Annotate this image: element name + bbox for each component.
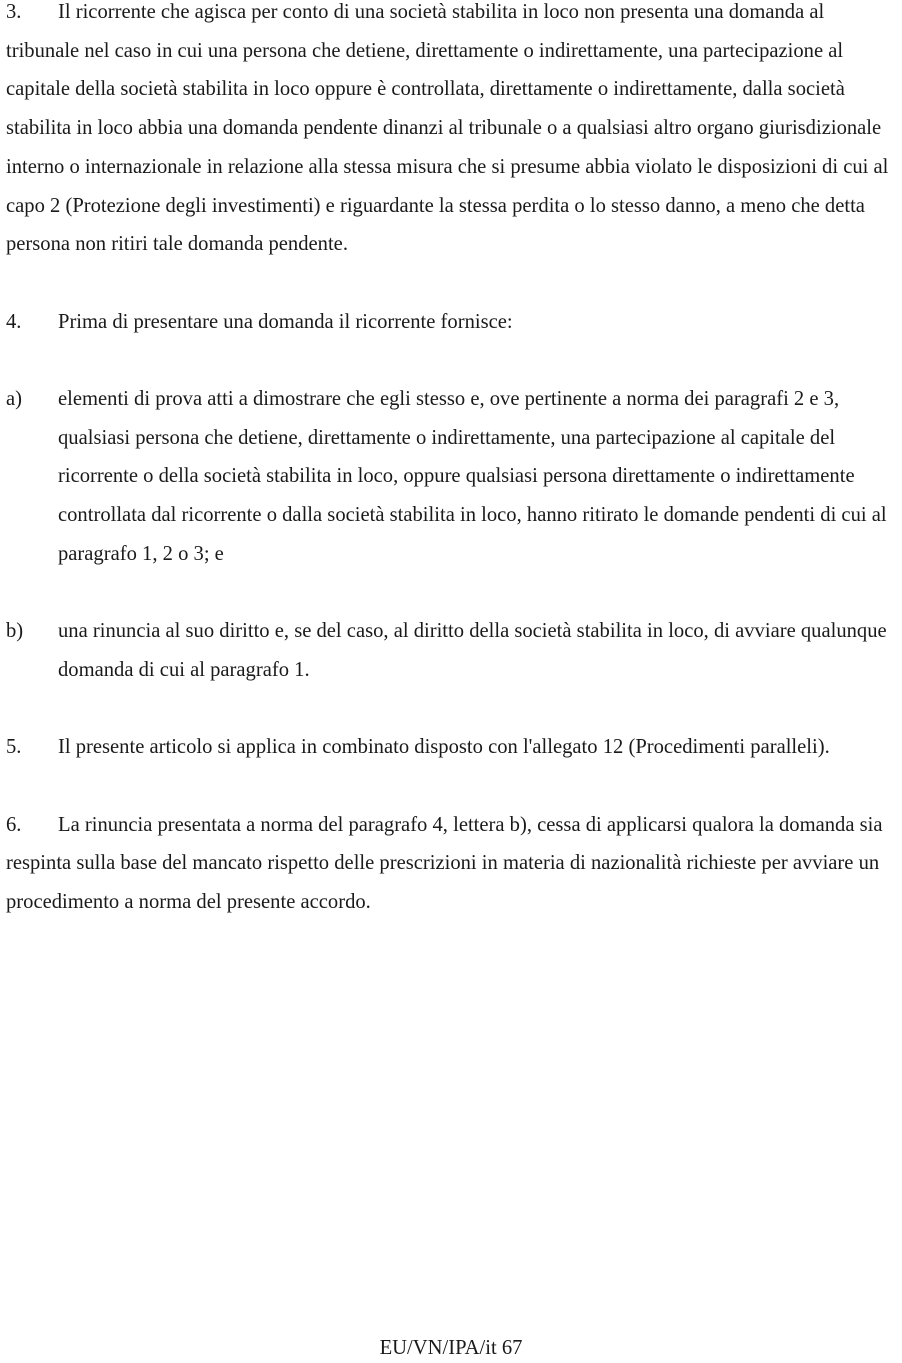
paragraph-number: 3. <box>6 1 22 23</box>
paragraph-4 <box>6 303 902 342</box>
list-item-text: una rinuncia al suo diritto e, se del caso, al diritto della società stabilita in loco, di avviare qualunque domanda di cui al paragrafo 1. <box>58 620 887 681</box>
paragraph-number: 5. <box>6 736 22 759</box>
paragraph-3 <box>6 0 902 264</box>
paragraph-number: 4. <box>6 310 22 333</box>
paragraph-text: Il presente articolo si applica in combinato disposto con l'allegato 12 (Procedimenti paralleli). <box>58 736 830 759</box>
document-page <box>6 0 902 922</box>
list-item-text: elementi di prova atti a dimostrare che egli stesso e, ove pertinente a norma dei paragrafi 2 e 3, qualsiasi persona che detiene, direttamente o indirettamente, una partecipazione al capitale del ricorrente o della società stabilita in loco, oppure qualsiasi persona direttamente o indirettamente controllata dal ricorrente o dalla società stabilita in loco, hanno ritirato le domande pendenti di cui al paragrafo 1, 2 o 3; e <box>58 388 887 565</box>
list-item-a <box>6 380 902 574</box>
paragraph-5 <box>6 728 902 767</box>
list-item-b <box>6 612 902 689</box>
page-footer: EU/VN/IPA/it 67 <box>379 1337 523 1359</box>
list-item-label: a) <box>6 388 22 410</box>
paragraph-6 <box>6 806 902 922</box>
paragraph-text: La rinuncia presentata a norma del paragrafo 4, lettera b), cessa di applicarsi qualora la domanda sia respinta sulla base del mancato rispetto delle prescrizioni in materia di nazionalità richieste per avviare un procedimento a norma del presente accordo. <box>6 813 883 914</box>
paragraph-text: Il ricorrente che agisca per conto di una società stabilita in loco non presenta una domanda al tribunale nel caso in cui una persona che detiene, direttamente o indirettamente, una partecipazione al capitale della società stabilita in loco oppure è controllata, direttamente o indirettamente, dalla società stabilita in loco abbia una domanda pendente dinanzi al tribunale o a qualsiasi altro organo giurisdizionale interno o internazionale in relazione alla stessa misura che si presume abbia violato le disposizioni di cui al capo 2 (Protezione degli investimenti) e riguardante la stessa perdita o lo stesso danno, a meno che detta persona non ritiri tale domanda pendente. <box>6 1 889 256</box>
paragraph-number: 6. <box>6 813 22 836</box>
paragraph-text: Prima di presentare una domanda il ricorrente fornisce: <box>58 310 513 333</box>
list-item-label: b) <box>6 620 24 643</box>
